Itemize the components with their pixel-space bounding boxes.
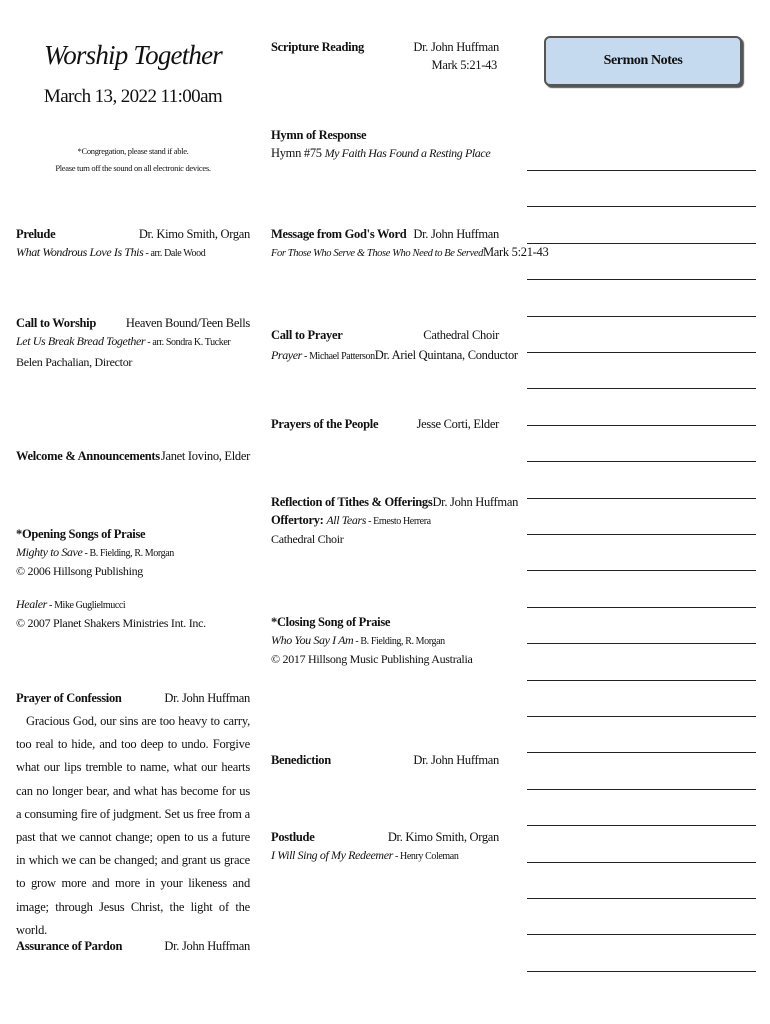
opening-song2-copyright: © 2007 Planet Shakers Ministries Int. Inc. (16, 616, 206, 630)
hymn-section (271, 128, 499, 161)
sermon-note-line[interactable] (527, 716, 756, 717)
hymn-title: My Faith Has Found a Resting Place (324, 146, 491, 160)
call-to-prayer-conductor: Dr. Ariel Quintana, Conductor (374, 348, 518, 362)
sermon-notes-header: Sermon Notes (544, 36, 742, 86)
tithes-heading: Reflection of Tithes & Offerings (271, 495, 433, 509)
tithes-person: Dr. John Huffman (432, 495, 519, 509)
prelude-heading: Prelude (16, 227, 56, 241)
call-to-worship-piece: Let Us Break Bread Together (16, 334, 146, 348)
sermon-note-line[interactable] (527, 206, 756, 207)
prelude-section (16, 227, 250, 260)
sermon-note-line[interactable] (527, 862, 756, 863)
opening-song1-credit: - B. Fielding, R. Morgan (82, 548, 174, 559)
pardon-section (16, 939, 250, 954)
confession-heading: Prayer of Confession (16, 691, 122, 705)
call-to-prayer-credit: - Michael Patterson (301, 351, 375, 362)
call-to-worship-section (16, 316, 250, 370)
postlude-piece: I Will Sing of My Redeemer (271, 848, 393, 862)
closing-song-title: Who You Say I Am (271, 633, 354, 647)
sermon-note-line[interactable] (527, 170, 756, 171)
prelude-piece: What Wondrous Love Is This (16, 245, 144, 259)
sermon-note-line[interactable] (527, 971, 756, 972)
prayers-person: Jesse Corti, Elder (416, 417, 499, 431)
devices-note: Please turn off the sound on all electronic devices. (55, 163, 211, 173)
call-to-prayer-choir: Cathedral Choir (423, 328, 499, 342)
sermon-notes-column (527, 0, 757, 1024)
service-date: March 13, 2022 11:00am (43, 86, 223, 107)
offertory-credit: - Ernesto Herrera (365, 516, 431, 527)
prayers-heading: Prayers of the People (271, 417, 379, 431)
message-reference: Mark 5:21-43 (482, 245, 549, 259)
closing-song-section (271, 615, 499, 667)
opening-song1-copyright: © 2006 Hillsong Publishing (16, 564, 144, 578)
message-heading: Message from God's Word (271, 227, 407, 241)
offertory-choir: Cathedral Choir (271, 532, 344, 546)
sermon-note-line[interactable] (527, 752, 756, 753)
sermon-note-line[interactable] (527, 825, 756, 826)
confession-prayer-text: Gracious God, our sins are too heavy to carry, too real to hide, and too deep to undo. Forgive what our lips tremble to name, what our hearts can no longer bear, and what has become for us a consuming fire of judgment. Set us free from a past that we cannot change; open to us a future in which we can be changed; and grant us grace to grow more and more in your likeness and image; through Jesus Christ, the light of the world. (16, 714, 250, 937)
opening-song2-credit: - Mike Guglielmucci (46, 600, 126, 611)
congregation-notes (16, 143, 250, 177)
sermon-note-line[interactable] (527, 534, 756, 535)
closing-song-heading: *Closing Song of Praise (271, 615, 391, 629)
closing-song-copyright: © 2017 Hillsong Music Publishing Australia (271, 652, 473, 666)
hymn-heading: Hymn of Response (271, 128, 367, 142)
prayers-section (271, 417, 499, 432)
sermon-note-line[interactable] (527, 243, 756, 244)
scripture-person: Dr. John Huffman (413, 40, 499, 54)
postlude-section (271, 830, 499, 863)
confession-person: Dr. John Huffman (164, 691, 250, 705)
sermon-note-line[interactable] (527, 352, 756, 353)
page-title: Worship Together (44, 40, 222, 70)
scripture-section (271, 40, 499, 73)
sermon-note-line[interactable] (527, 934, 756, 935)
sermon-note-line[interactable] (527, 388, 756, 389)
opening-song2-title: Healer (16, 597, 47, 611)
confession-section (16, 691, 250, 942)
benediction-heading: Benediction (271, 753, 331, 767)
sermon-note-line[interactable] (527, 498, 756, 499)
opening-songs-heading: *Opening Songs of Praise (16, 527, 146, 541)
stand-note: *Congregation, please stand if able. (77, 146, 189, 156)
postlude-credit: - Henry Coleman (392, 851, 459, 862)
scripture-reference: Mark 5:21-43 (431, 58, 497, 72)
call-to-prayer-heading: Call to Prayer (271, 328, 343, 342)
sermon-note-line[interactable] (527, 789, 756, 790)
sermon-note-line[interactable] (527, 461, 756, 462)
sermon-note-line[interactable] (527, 680, 756, 681)
prelude-credit: - arr. Dale Wood (143, 248, 206, 259)
call-to-prayer-section (271, 328, 518, 364)
call-to-worship-credit: - arr. Sondra K. Tucker (145, 337, 231, 348)
sermon-note-line[interactable] (527, 279, 756, 280)
call-to-worship-director: Belen Pachalian, Director (16, 355, 133, 369)
welcome-section (16, 449, 250, 464)
postlude-heading: Postlude (271, 830, 315, 844)
sermon-note-line[interactable] (527, 570, 756, 571)
welcome-person: Janet Iovino, Elder (160, 449, 250, 463)
sermon-note-line[interactable] (527, 425, 756, 426)
pardon-heading: Assurance of Pardon (16, 939, 123, 953)
sermon-note-line[interactable] (527, 643, 756, 644)
sermon-note-line[interactable] (527, 607, 756, 608)
benediction-section (271, 753, 499, 768)
welcome-heading: Welcome & Announcements (16, 449, 160, 463)
message-person: Dr. John Huffman (413, 227, 499, 241)
sermon-note-line[interactable] (527, 898, 756, 899)
call-to-worship-heading: Call to Worship (16, 316, 97, 330)
closing-song-credit: - B. Fielding, R. Morgan (353, 636, 445, 647)
offertory-label: Offertory: (271, 513, 327, 527)
opening-song1-title: Mighty to Save (16, 545, 83, 559)
call-to-prayer-piece: Prayer (271, 348, 302, 362)
tithes-section (271, 495, 519, 547)
call-to-worship-person: Heaven Bound/Teen Bells (125, 316, 250, 330)
opening-songs-section (16, 527, 250, 631)
message-title: For Those Who Serve & Those Who Need to Be Served (271, 248, 483, 259)
sermon-note-line[interactable] (527, 316, 756, 317)
prelude-person: Dr. Kimo Smith, Organ (138, 227, 250, 241)
hymn-number: Hymn #75 (271, 146, 325, 160)
postlude-person: Dr. Kimo Smith, Organ (387, 830, 499, 844)
benediction-person: Dr. John Huffman (413, 753, 499, 767)
message-section (271, 227, 549, 260)
pardon-person: Dr. John Huffman (164, 939, 250, 953)
scripture-heading: Scripture Reading (271, 40, 364, 54)
offertory-piece: All Tears (326, 513, 366, 527)
